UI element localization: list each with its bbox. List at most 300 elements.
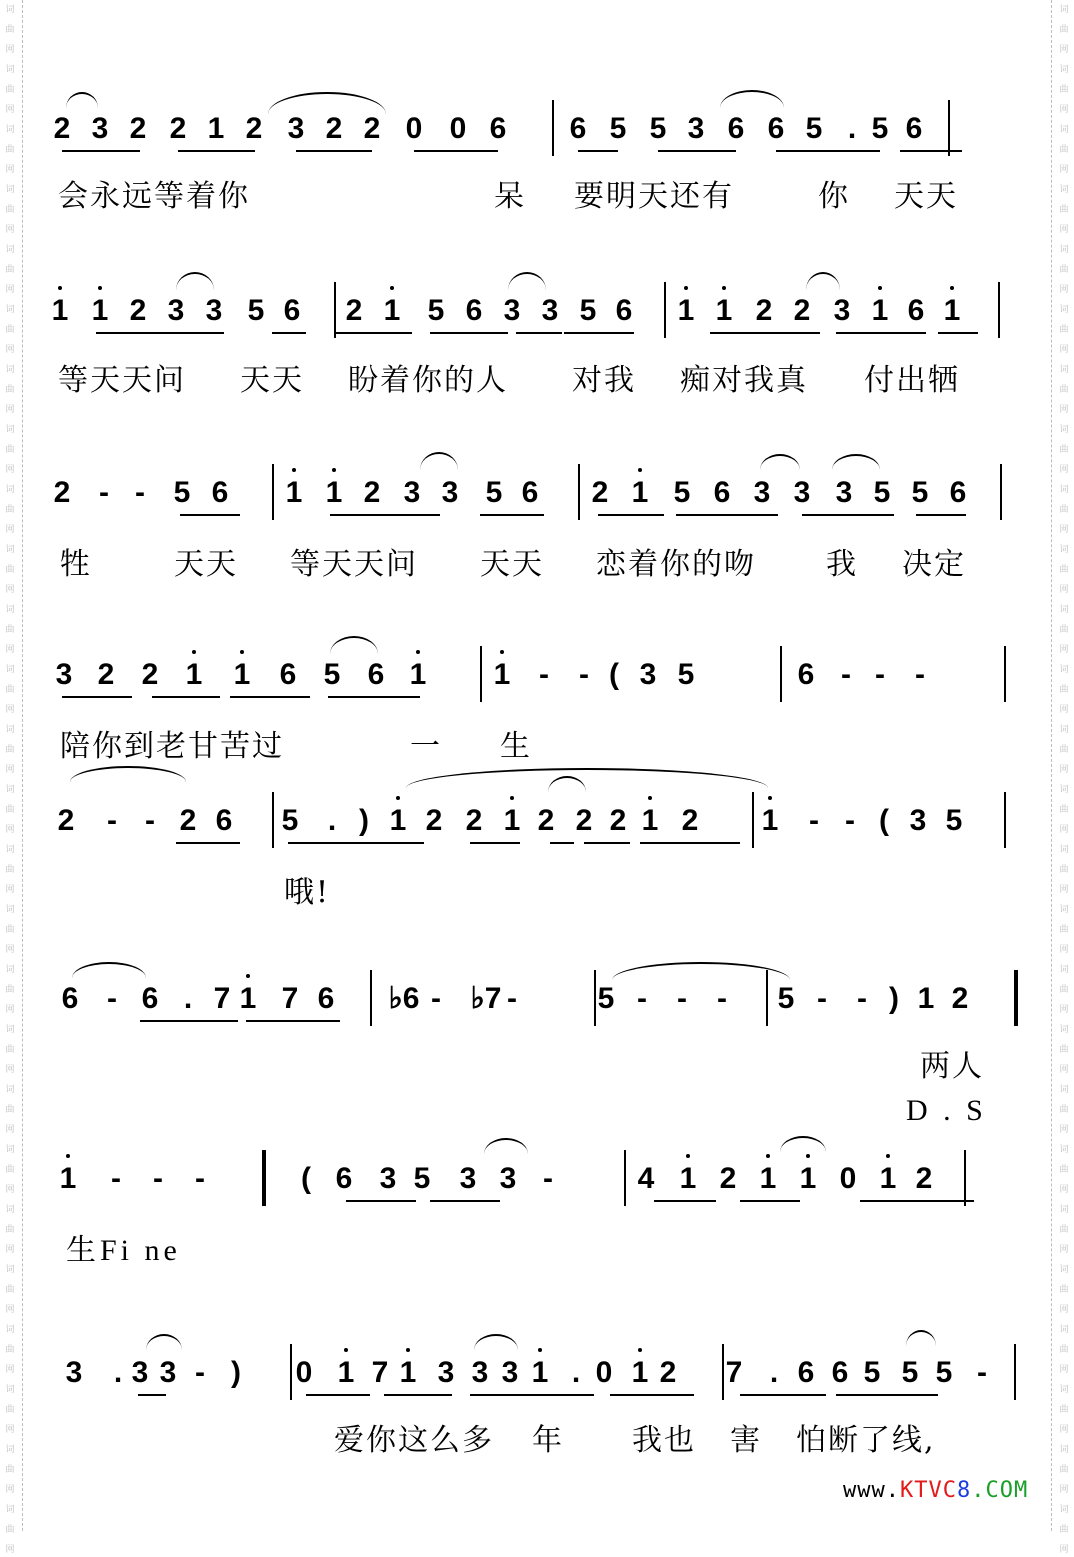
watermark-char: 词 [5,725,15,735]
watermark-char: 词 [5,665,15,675]
watermark-char: 曲 [1059,1525,1069,1535]
note: 6 [949,476,967,509]
watermark-char: 曲 [5,385,15,395]
watermark-char: 词 [1059,1445,1069,1455]
note: 5 [935,1356,953,1389]
lyric-line-1b: 呆 [494,179,526,214]
dash-extension: - [107,804,117,837]
octave-dot [500,650,504,654]
note: . [847,112,857,145]
note: 5 [485,476,503,509]
watermark-char: 词 [1059,905,1069,915]
note: 5 [863,1356,881,1389]
note: 2 [325,112,343,145]
slur-arc [72,962,146,978]
octave-dot [768,796,772,800]
beam-underline [230,696,310,698]
watermark-char: 网 [5,825,15,835]
note: 0 [295,1356,313,1389]
beam-underline [430,1200,500,1202]
beam-underline [710,332,820,334]
note: 3 [639,658,657,691]
watermark-char: 词 [5,1145,15,1155]
watermark-char: 曲 [1059,1225,1069,1235]
note: 1 [679,1162,697,1195]
octave-dot [98,286,102,290]
watermark-char: 曲 [1059,1345,1069,1355]
lyric-line-3d: 天天 [480,547,544,582]
watermark-char: 曲 [1059,505,1069,515]
watermark-char: 曲 [5,1225,15,1235]
beam-underline [802,514,894,516]
octave-dot [766,1154,770,1158]
watermark-char: 词 [5,1445,15,1455]
note: 3 [167,294,185,327]
watermark-char: 词 [5,845,15,855]
note: 2 [363,476,381,509]
watermark-char: 网 [1059,825,1069,835]
watermark-char: 词 [1059,185,1069,195]
beam-underline [836,1394,938,1396]
beam-underline [584,842,630,844]
barline [370,970,372,1026]
barline [1004,792,1006,848]
note: 6 [211,476,229,509]
slur-arc [780,1136,826,1152]
watermark-char: 词 [1059,5,1069,15]
note: 2 [465,804,483,837]
watermark-char: 网 [1059,705,1069,715]
slur-arc [70,766,186,782]
note: 3 [205,294,223,327]
watermark-char: 词 [5,5,15,15]
lyric-line-1c: 要明天还有 [574,179,734,214]
note: 6 [335,1162,353,1195]
note: 5 [323,658,341,691]
note: 3 [159,1356,177,1389]
watermark-char: 曲 [1059,25,1069,35]
dash-extension: - [717,982,727,1015]
beam-underline [578,150,618,152]
watermark-char: 词 [5,785,15,795]
beam-underline [836,332,926,334]
dash-extension: - [637,982,647,1015]
octave-dot [806,1154,810,1158]
watermark-char: 曲 [1059,625,1069,635]
note: 2 [129,112,147,145]
watermark-char: 曲 [5,865,15,875]
watermark-char: 网 [1059,765,1069,775]
watermark-char: 曲 [5,445,15,455]
slur-arc [268,92,386,114]
note: 3 [91,112,109,145]
note: 3 [833,294,851,327]
octave-dot [538,1348,542,1352]
slur-arc [66,92,98,108]
dash-extension: - [579,658,589,691]
watermark-char: 网 [1059,105,1069,115]
note: 1 [285,476,303,509]
watermark-char: 曲 [5,1165,15,1175]
watermark-char: 词 [1059,1325,1069,1335]
note: 6 [905,112,923,145]
watermark-char: 词 [1059,1385,1069,1395]
octave-dot [684,286,688,290]
beam-underline [152,696,220,698]
watermark-char: 词 [5,605,15,615]
watermark-char: 曲 [5,685,15,695]
octave-dot [510,796,514,800]
note: 3 [459,1162,477,1195]
watermark-char: 网 [1059,885,1069,895]
watermark-char: 词 [5,1085,15,1095]
watermark-char: 词 [1059,1085,1069,1095]
watermark-char: 网 [1059,1065,1069,1075]
note: 0 [449,112,467,145]
dash-extension: - [857,982,867,1015]
note: 6 [713,476,731,509]
note: 6 [141,982,159,1015]
watermark-char: 网 [5,165,15,175]
lyric-line-5a: 哦! [284,875,331,910]
octave-dot [344,1348,348,1352]
dash-extension: - [195,1356,205,1389]
watermark-char: 网 [5,1425,15,1435]
watermark-char: 曲 [1059,925,1069,935]
beam-underline [384,1394,452,1396]
watermark-char: 网 [5,1245,15,1255]
beam-underline [480,514,544,516]
watermark-char: 曲 [5,205,15,215]
note: 1 [409,658,427,691]
paren: ( [879,804,889,837]
note: 3 [131,1356,149,1389]
octave-dot [686,1154,690,1158]
note: 5 [281,804,299,837]
lyric-line-3g: 决定 [902,547,966,582]
note: 5 [777,982,795,1015]
lyric-line-3a: 牲 [60,547,92,582]
lyric-line-6a: 两人 [920,1049,984,1084]
beam-underline [306,1394,370,1396]
watermark-char: 词 [1059,365,1069,375]
watermark-char: 词 [1059,305,1069,315]
note: 3 [835,476,853,509]
note: 7 [213,982,231,1015]
barline [664,282,666,338]
dash-extension: - [539,658,549,691]
note: 3 [503,294,521,327]
lyric-line-2c: 盼着你的人 [348,363,508,398]
watermark-char: 曲 [5,1285,15,1295]
lyric-line-4a: 陪你到老甘苦过 [60,729,284,764]
note: 1 [871,294,889,327]
octave-dot [396,796,400,800]
lyric-line-8b: 年 [532,1423,564,1458]
note: 3 [501,1356,519,1389]
watermark-char: 曲 [1059,325,1069,335]
note: 1 [399,1356,417,1389]
octave-dot [878,286,882,290]
barline [480,646,482,702]
barline [1000,464,1002,520]
note: 2 [659,1356,677,1389]
dash-extension: - [111,1162,121,1195]
watermark-char: 曲 [1059,445,1069,455]
note: 2 [719,1162,737,1195]
note: 1 [531,1356,549,1389]
slur-arc [760,454,800,470]
note: 2 [425,804,443,837]
right-margin-watermark [1051,0,1074,1555]
watermark-char: 词 [1059,605,1069,615]
note: 1 [879,1162,897,1195]
watermark-char: 网 [1059,945,1069,955]
watermark-char: 网 [1059,645,1069,655]
watermark-char: 网 [1059,1185,1069,1195]
slur-arc [612,962,790,980]
note: 5 [945,804,963,837]
octave-dot [332,468,336,472]
note: 6 [615,294,633,327]
note: 1 [383,294,401,327]
note: 2 [53,476,71,509]
octave-dot [390,286,394,290]
note: ♭6 [388,982,420,1015]
watermark-char: 网 [5,225,15,235]
beam-underline [598,514,664,516]
barline [752,792,754,848]
octave-dot [192,650,196,654]
dash-extension: - [875,658,885,691]
watermark-char: 网 [5,645,15,655]
watermark-char: 曲 [5,1345,15,1355]
barline [780,646,782,702]
watermark-char: 网 [5,1545,15,1555]
watermark-char: 网 [5,1485,15,1495]
note: 5 [805,112,823,145]
beam-underline [516,332,562,334]
beam-underline [776,150,880,152]
watermark-char: 网 [1059,525,1069,535]
watermark-char: 曲 [1059,1405,1069,1415]
watermark-char: 词 [1059,545,1069,555]
beam-underline [374,514,440,516]
watermark-char: 词 [5,425,15,435]
watermark-char: 曲 [1059,1105,1069,1115]
watermark-char: 曲 [5,1465,15,1475]
beam-underline [62,150,140,152]
note: 0 [839,1162,857,1195]
note: 2 [129,294,147,327]
watermark-char: 网 [1059,1365,1069,1375]
barline [1004,646,1006,702]
watermark-char: 词 [1059,845,1069,855]
note: 6 [215,804,233,837]
beam-underline [640,842,740,844]
watermark-char: 网 [1059,1125,1069,1135]
lyric-line-8a: 爱你这么多 [334,1423,494,1458]
watermark-char: 曲 [1059,865,1069,875]
watermark-char: 网 [1059,285,1069,295]
note: 3 [441,476,459,509]
watermark-char: 曲 [1059,685,1069,695]
note: 1 [677,294,695,327]
watermark-char: 网 [5,405,15,415]
barline [334,282,336,338]
barline [272,792,274,848]
beam-underline [176,842,240,844]
note: 7 [371,1356,389,1389]
note: 6 [727,112,745,145]
note: 2 [915,1162,933,1195]
watermark-char: 曲 [5,565,15,575]
note: 0 [595,1356,613,1389]
watermark-char: 词 [5,1385,15,1395]
watermark-char: 网 [5,885,15,895]
barline [948,100,950,156]
watermark-char: 网 [1059,1245,1069,1255]
note: 6 [797,658,815,691]
watermark-char: 词 [1059,1205,1069,1215]
octave-dot [886,1154,890,1158]
lyric-line-8d: 害 [730,1423,762,1458]
barline [998,282,1000,338]
note: 5 [649,112,667,145]
beam-underline [62,696,132,698]
left-margin-watermark [0,0,23,1555]
octave-dot [240,650,244,654]
watermark-char: 网 [1059,405,1069,415]
watermark-char: 曲 [1059,565,1069,575]
watermark-char: 词 [1059,1505,1069,1515]
watermark-char: 曲 [5,625,15,635]
dash-extension: - [809,804,819,837]
beam-underline [550,842,574,844]
barline [624,1150,626,1206]
note: 1 [493,658,511,691]
octave-dot [292,468,296,472]
beam-underline [470,1394,594,1396]
dash-extension: - [507,982,517,1015]
note: 5 [871,112,889,145]
note: 3 [753,476,771,509]
watermark-char: 词 [1059,1025,1069,1035]
watermark-char: 词 [5,365,15,375]
note: 1 [239,982,257,1015]
note: 2 [363,112,381,145]
slur-arc [806,272,840,290]
watermark-char: 曲 [5,1405,15,1415]
watermark-char: 网 [1059,45,1069,55]
note: 2 [57,804,75,837]
note: 2 [245,112,263,145]
beam-underline [328,696,420,698]
beam-underline [740,1394,826,1396]
watermark-char: 网 [1059,1485,1069,1495]
site-watermark-link[interactable]: www.KTVC8.COM [843,1478,1029,1503]
note: 6 [279,658,297,691]
note: 2 [755,294,773,327]
watermark-char: 曲 [1059,1045,1069,1055]
lyric-line-3b: 天天 [174,547,238,582]
watermark-char: 词 [5,1205,15,1215]
watermark-char: 网 [5,705,15,715]
note: . [769,1356,779,1389]
watermark-char: 曲 [1059,1165,1069,1175]
dash-extension: - [153,1162,163,1195]
double-barline [262,1150,266,1206]
note: 5 [247,294,265,327]
octave-dot [638,1348,642,1352]
dash-extension: - [431,982,441,1015]
beam-underline [140,332,224,334]
note: 3 [793,476,811,509]
watermark-char: 曲 [5,1045,15,1055]
note: 6 [907,294,925,327]
note: 1 [207,112,225,145]
watermark-char: 网 [5,345,15,355]
note: 6 [797,1356,815,1389]
note: 6 [521,476,539,509]
slur-arc [146,1334,182,1350]
dash-extension: - [977,1356,987,1389]
beam-underline [180,514,240,516]
watermark-char: 曲 [5,1105,15,1115]
dash-extension: - [543,1162,553,1195]
watermark-char: 词 [5,965,15,975]
watermark-char: 网 [1059,1005,1069,1015]
watermark-char: 词 [5,1505,15,1515]
slur-arc [330,636,378,654]
lyric-line-2f: 付出牺 [864,363,960,398]
watermark-char: 网 [1059,1425,1069,1435]
paren: ) [889,982,899,1015]
note: 1 [325,476,343,509]
slur-arc [406,768,768,788]
beam-underline [430,332,508,334]
octave-dot [58,286,62,290]
beam-underline [900,150,962,152]
watermark-char: 词 [1059,1145,1069,1155]
watermark-char: 网 [5,105,15,115]
watermark-char: 词 [1059,245,1069,255]
watermark-char: 网 [5,945,15,955]
watermark-char: 曲 [1059,745,1069,755]
watermark-char: 网 [1059,165,1069,175]
note: 5 [911,476,929,509]
note: 6 [831,1356,849,1389]
barline [1014,1344,1016,1400]
beam-underline [938,332,978,334]
watermark-char: 网 [5,585,15,595]
lyric-line-2a: 等天天问 [58,363,186,398]
slur-arc [420,452,458,470]
beam-underline [740,1200,800,1202]
barline [964,1150,966,1206]
watermark-char: 词 [5,1025,15,1035]
watermark-char: 曲 [5,745,15,755]
watermark-char: 词 [5,185,15,195]
dash-extension: - [915,658,925,691]
watermark-char: 曲 [5,325,15,335]
watermark-char: 词 [1059,485,1069,495]
watermark-char: 曲 [5,25,15,35]
note: 1 [631,1356,649,1389]
paren: ( [609,658,619,691]
note: 4 [637,1162,655,1195]
watermark-char: 网 [5,285,15,295]
